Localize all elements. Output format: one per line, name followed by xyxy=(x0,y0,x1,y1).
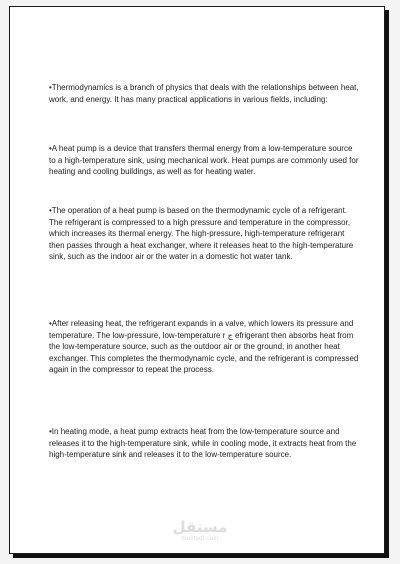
paragraph-heating-cooling-modes: •In heating mode, a heat pump extracts heat from the low-temperature source and releases it to the high-temperature sink, while in cooling mode, it extracts heat from the high-temperature sink and releases it to the low-temperature source. xyxy=(49,427,357,459)
paragraph-heat-pump-operation: •The operation of a heat pump is based on the thermodynamic cycle of a refrigerant. The refrigerant is compressed to a high pressure and temperature in the compressor, which increases its thermal energy. The high-pressure, high-temperature refrigerant then passes through a heat exchanger, where it releases heat to the high-temperature sink, such as the indoor air or the water in a domestic hot water tank. xyxy=(49,206,354,261)
watermark-arabic-text: مستقل xyxy=(172,518,228,536)
paragraph-thermodynamics-intro: •Thermodynamics is a branch of physics that deals with the relationships between heat, work, and energy. It has many practical applications in various fields, including: xyxy=(49,83,359,104)
paragraph-refrigerant-expansion: •After releasing heat, the refrigerant expands in a valve, which lowers its pressure and temperature. The low-pressure, low-temperature r ج efrigerant then absorbs heat from the low-temperature source, such as the outdoor air or the ground, in another heat exchanger. This completes the thermodynamic cycle, and the refrigerant is compressed again in the compressor to repeat the process. xyxy=(49,319,359,374)
watermark-logo xyxy=(165,518,235,548)
watermark-latin-text: mostaql.com xyxy=(181,536,219,542)
document-page xyxy=(9,6,385,554)
paragraph-heat-pump-definition: •A heat pump is a device that transfers thermal energy from a low-temperature source to a high-temperature sink, using mechanical work. Heat pumps are commonly used for heating and cooling buildings, as well as for heating water. xyxy=(49,144,359,176)
